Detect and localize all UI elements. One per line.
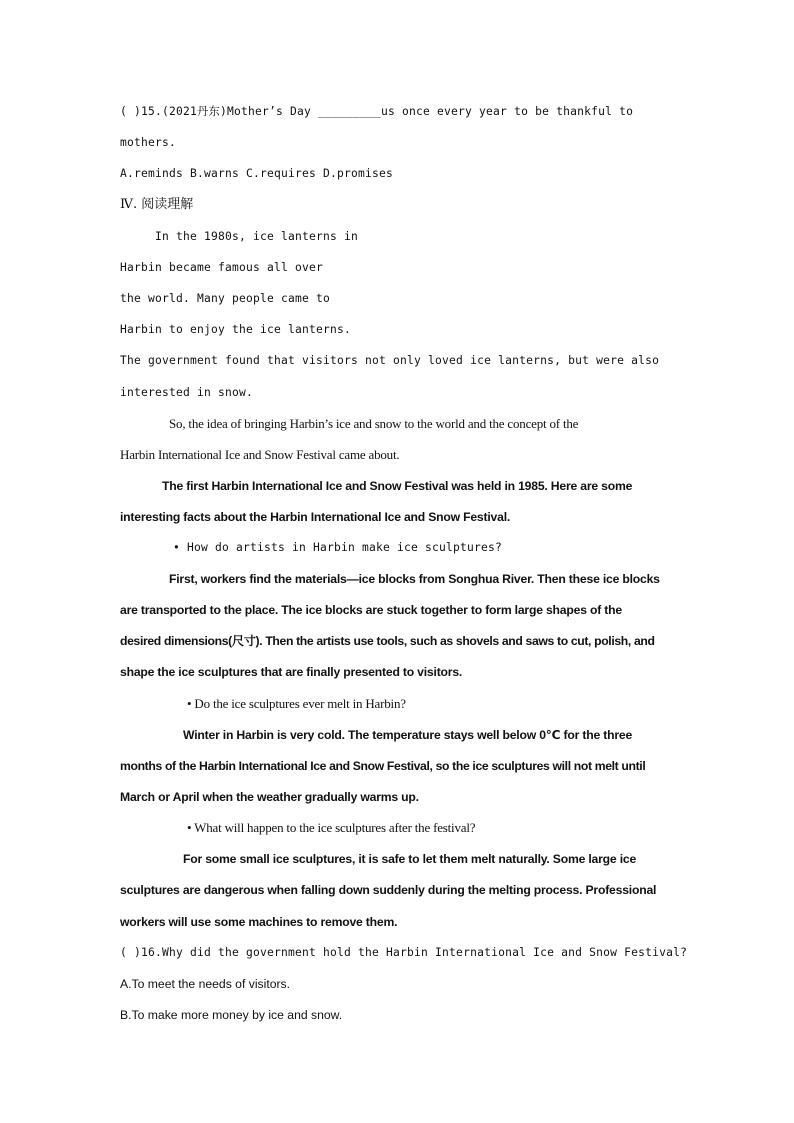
question-15-options: A.reminds B.warns C.requires D.promises xyxy=(120,167,394,180)
passage-line: March or April when the weather gradually warms up. xyxy=(120,790,419,804)
passage-line: interested in snow. xyxy=(120,386,254,399)
passage-line: For some small ice sculptures, it is safe to let them melt naturally. Some large ice xyxy=(183,852,637,866)
question-16-option-a: A.To meet the needs of visitors. xyxy=(120,977,291,991)
passage-line: months of the Harbin International Ice and Snow Festival, so the ice sculptures will not melt until xyxy=(120,759,646,773)
passage-line: interesting facts about the Harbin International Ice and Snow Festival. xyxy=(120,510,511,524)
passage-line: Harbin became famous all over xyxy=(120,261,324,274)
bullet-question: • Do the ice sculptures ever melt in Harbin? xyxy=(187,696,406,711)
passage-line: The first Harbin International Ice and Snow Festival was held in 1985. Here are some xyxy=(162,479,633,493)
passage-line: are transported to the place. The ice blocks are stuck together to form large shapes of the xyxy=(120,603,622,617)
bullet-question: • What will happen to the ice sculptures after the festival? xyxy=(187,820,476,835)
passage-line: desired dimensions(尺寸). Then the artists use tools, such as shovels and saws to cut, polish, and xyxy=(120,634,655,648)
passage-line: sculptures are dangerous when falling down suddenly during the melting process. Professional xyxy=(120,883,657,897)
question-16-option-b: B.To make more money by ice and snow. xyxy=(120,1008,343,1022)
passage-line: The government found that visitors not only loved ice lanterns, but were also xyxy=(120,354,660,367)
passage-line: Winter in Harbin is very cold. The temperature stays well below 0℃ for the three xyxy=(183,728,633,742)
question-15-stem: ( )15.(2021丹东)Mother’s Day _________us once every year to be thankful to xyxy=(120,105,634,118)
passage-line: So, the idea of bringing Harbin’s ice and snow to the world and the concept of the xyxy=(169,416,579,431)
question-15-stem-continued: mothers. xyxy=(120,136,177,149)
passage-line: workers will use some machines to remove them. xyxy=(120,915,398,929)
passage-line: In the 1980s, ice lanterns in xyxy=(155,230,359,243)
passage-line: the world. Many people came to xyxy=(120,292,331,305)
question-16-stem: ( )16.Why did the government hold the Harbin International Ice and Snow Festival? xyxy=(120,946,688,959)
bullet-question: • How do artists in Harbin make ice sculptures? xyxy=(173,541,503,554)
passage-line: shape the ice sculptures that are finally presented to visitors. xyxy=(120,665,463,679)
passage-line: Harbin to enjoy the ice lanterns. xyxy=(120,323,352,336)
passage-line: Harbin International Ice and Snow Festival came about. xyxy=(120,447,400,462)
section-heading: Ⅳ. 阅读理解 xyxy=(120,197,194,212)
passage-line: First, workers find the materials—ice blocks from Songhua River. Then these ice blocks xyxy=(169,572,660,586)
